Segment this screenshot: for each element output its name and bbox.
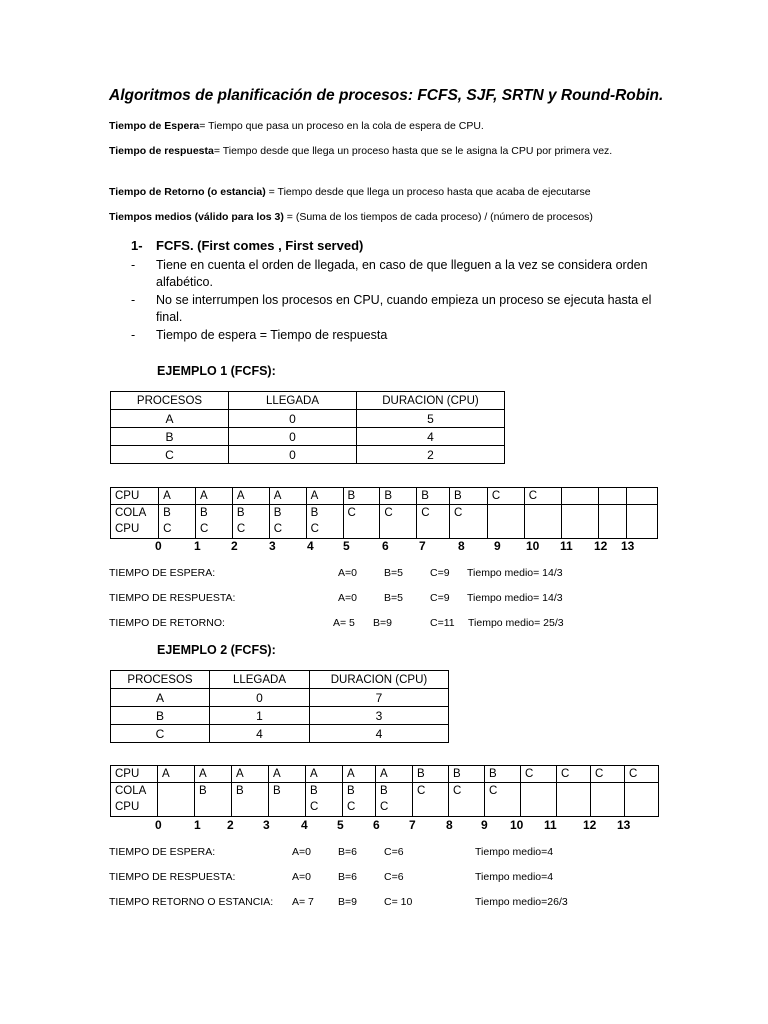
gantt-queue-cell — [413, 783, 449, 817]
gantt-cpu-cell: B — [449, 766, 485, 783]
stat-value-a: A=0 — [338, 592, 357, 604]
bullet-text: No se interrumpen los procesos en CPU, cuando empieza un proceso se ejecuta hasta el final. — [156, 293, 652, 324]
gantt-cpu-cell: A — [306, 488, 343, 505]
stat-mean: Tiempo medio=4 — [475, 846, 554, 858]
column-header-llegada: LLEGADA — [229, 392, 357, 410]
definition-term: Tiempo de respuesta — [109, 145, 214, 157]
time-tick: 11 — [544, 818, 557, 832]
bullet-text: Tiempo de espera = Tiempo de respuesta — [156, 328, 388, 342]
queue-process: B — [236, 507, 245, 519]
gantt-cpu-cell: C — [557, 766, 591, 783]
gantt-row-label-cpu: CPU — [111, 766, 158, 783]
definition-text: (Suma de los tiempos de cada proceso) / (número de procesos) — [292, 211, 593, 223]
column-header-procesos: PROCESOS — [111, 671, 210, 689]
queue-process: B — [380, 785, 388, 797]
stat-value-a: A= 5 — [333, 617, 355, 629]
queue-process: B — [163, 507, 171, 519]
gantt-row-label-queue — [111, 505, 159, 539]
time-tick: 2 — [227, 818, 234, 832]
section-number: 1- — [131, 238, 143, 253]
bullet-item — [131, 257, 676, 291]
gantt-row-label-queue — [111, 783, 158, 817]
gantt-cpu-cell: C — [625, 766, 659, 783]
table-cell: 0 — [229, 446, 357, 464]
time-tick: 0 — [155, 818, 162, 832]
gantt-queue-cell — [343, 505, 380, 539]
gantt-cpu-cell: B — [413, 766, 449, 783]
table-row — [111, 689, 449, 707]
gantt-queue-cell — [306, 505, 343, 539]
gantt-label-line: COLA — [115, 785, 147, 797]
time-tick: 3 — [269, 539, 276, 553]
gantt-cpu-cell: A — [376, 766, 413, 783]
section-heading — [131, 238, 363, 253]
time-tick: 9 — [481, 818, 488, 832]
example-1-process-table — [110, 391, 505, 464]
stat-value-a: A=0 — [292, 846, 311, 858]
gantt-queue-cell — [343, 783, 376, 817]
stat-mean: Tiempo medio=4 — [475, 871, 554, 883]
gantt-cpu-cell: A — [306, 766, 343, 783]
bullet-text: Tiene en cuenta el orden de llegada, en caso de que lleguen a la vez se considera orden alfabético. — [156, 258, 648, 289]
time-tick: 7 — [419, 539, 426, 553]
gantt-cpu-cell: A — [196, 488, 233, 505]
gantt-cpu-cell: B — [450, 488, 488, 505]
table-cell: A — [111, 689, 210, 707]
bullet-item — [131, 292, 676, 326]
definition-waiting-time — [109, 120, 484, 132]
table-cell: 4 — [357, 428, 505, 446]
gantt-queue-cell — [269, 783, 306, 817]
gantt-label-line: CPU — [115, 523, 140, 535]
time-tick: 6 — [373, 818, 380, 832]
gantt-cpu-cell: B — [380, 488, 417, 505]
table-cell: B — [111, 428, 229, 446]
table-cell: 7 — [310, 689, 449, 707]
gantt-queue-cell — [306, 783, 343, 817]
queue-process: C — [453, 785, 462, 797]
queue-process: C — [236, 523, 246, 535]
time-tick: 4 — [307, 539, 314, 553]
table-cell: 3 — [310, 707, 449, 725]
time-tick: 7 — [409, 818, 416, 832]
queue-process: B — [273, 785, 281, 797]
gantt-cpu-cell: C — [487, 488, 524, 505]
time-tick: 12 — [594, 539, 608, 553]
stat-value-c: C=6 — [384, 846, 404, 858]
queue-process: C — [200, 523, 209, 535]
gantt-cpu-cell — [627, 488, 658, 505]
bullet-item — [131, 327, 676, 344]
stat-value-a: A=0 — [292, 871, 311, 883]
stat-value-c: C= 10 — [384, 896, 413, 908]
example-2-time-axis — [0, 818, 768, 832]
gantt-queue-cell — [159, 505, 196, 539]
example-1-gantt-chart — [110, 487, 658, 539]
definition-response-time — [109, 143, 654, 159]
stat-mean: Tiempo medio=26/3 — [475, 896, 568, 908]
gantt-label-line: COLA — [115, 507, 147, 519]
stat-label: TIEMPO DE RESPUESTA: — [109, 592, 236, 604]
gantt-queue-cell — [232, 783, 269, 817]
gantt-queue-cell — [557, 783, 591, 817]
stat-label: TIEMPO RETORNO O ESTANCIA: — [109, 896, 274, 908]
time-tick: 8 — [458, 539, 465, 553]
queue-process: C — [347, 801, 356, 813]
table-cell: A — [111, 410, 229, 428]
queue-process: B — [236, 785, 244, 797]
queue-process: B — [347, 785, 355, 797]
queue-process: C — [380, 801, 389, 813]
definition-separator: = — [213, 145, 220, 157]
bullet-dash: - — [131, 258, 136, 272]
gantt-queue-cell — [524, 505, 561, 539]
gantt-queue-cell — [195, 783, 232, 817]
queue-process: C — [310, 523, 319, 535]
time-tick: 11 — [560, 539, 573, 553]
queue-process: C — [454, 507, 463, 519]
column-header-llegada: LLEGADA — [210, 671, 310, 689]
stat-label: TIEMPO DE RESPUESTA: — [109, 871, 236, 883]
stat-value-b: B=9 — [338, 896, 357, 908]
column-header-duracion: DURACION (CPU) — [310, 671, 449, 689]
definition-separator: = — [265, 186, 275, 198]
gantt-cpu-cell: A — [269, 766, 306, 783]
definition-text: Tiempo desde que llega un proceso hasta que se le asigna la CPU por primera vez. — [219, 145, 613, 157]
time-tick: 4 — [301, 818, 308, 832]
gantt-queue-cell — [487, 505, 524, 539]
time-tick: 5 — [337, 818, 344, 832]
stat-label: TIEMPO DE RETORNO: — [109, 617, 225, 629]
table-cell: 4 — [210, 725, 310, 743]
stat-value-a: A=0 — [338, 567, 357, 579]
time-tick: 9 — [494, 539, 501, 553]
example-1-time-axis — [0, 539, 768, 553]
table-cell: 0 — [229, 410, 357, 428]
stat-label: TIEMPO DE ESPERA: — [109, 846, 216, 858]
stat-value-c: C=9 — [430, 592, 450, 604]
gantt-label-line: CPU — [115, 801, 140, 813]
stat-mean: Tiempo medio= 14/3 — [467, 592, 563, 604]
stat-value-b: B=6 — [338, 846, 357, 858]
gantt-queue-cell — [598, 505, 627, 539]
time-tick: 12 — [583, 818, 597, 832]
definition-separator: = — [283, 211, 293, 223]
gantt-cpu-cell: C — [521, 766, 557, 783]
table-row — [111, 410, 505, 428]
gantt-cpu-cell: A — [343, 766, 376, 783]
gantt-cpu-cell: C — [591, 766, 625, 783]
gantt-queue-cell — [196, 505, 233, 539]
stat-value-a: A= 7 — [292, 896, 314, 908]
table-cell: 5 — [357, 410, 505, 428]
time-tick: 1 — [194, 539, 201, 553]
table-row — [111, 707, 449, 725]
gantt-cpu-cell: B — [417, 488, 450, 505]
gantt-cpu-cell: C — [524, 488, 561, 505]
queue-process: B — [310, 785, 318, 797]
definition-term: Tiempo de Espera — [109, 120, 200, 132]
gantt-cpu-cell — [598, 488, 627, 505]
gantt-cpu-cell: A — [158, 766, 195, 783]
time-tick: 0 — [155, 539, 162, 553]
time-tick: 13 — [621, 539, 635, 553]
stat-value-b: B=5 — [384, 592, 403, 604]
gantt-queue-cell — [450, 505, 488, 539]
time-tick: 3 — [263, 818, 270, 832]
gantt-queue-cell — [380, 505, 417, 539]
example-2-heading: EJEMPLO 2 (FCFS): — [157, 643, 276, 657]
example-1-heading: EJEMPLO 1 (FCFS): — [157, 364, 276, 378]
example-2-gantt-chart — [110, 765, 659, 817]
table-cell: C — [111, 446, 229, 464]
example-2-process-table — [110, 670, 449, 743]
time-tick: 8 — [446, 818, 453, 832]
gantt-queue-cell — [627, 505, 658, 539]
table-cell: 1 — [210, 707, 310, 725]
queue-process: B — [310, 507, 319, 519]
definition-text: Tiempo desde que llega un proceso hasta que acaba de ejecutarse — [274, 186, 591, 198]
table-cell: 0 — [229, 428, 357, 446]
gantt-queue-cell — [269, 505, 306, 539]
time-tick: 13 — [617, 818, 631, 832]
stat-mean: Tiempo medio= 14/3 — [467, 567, 563, 579]
bullet-dash: - — [131, 328, 136, 342]
queue-process: C — [273, 523, 283, 535]
gantt-queue-cell — [485, 783, 521, 817]
queue-process: B — [199, 785, 207, 797]
section-title: FCFS. (First comes , First served) — [156, 238, 364, 253]
definition-term: Tiempo de Retorno (o estancia) — [109, 186, 266, 198]
gantt-row-label-cpu: CPU — [111, 488, 159, 505]
definition-separator: = — [199, 120, 206, 132]
gantt-cpu-cell: A — [159, 488, 196, 505]
queue-process: C — [489, 785, 498, 797]
definition-turnaround-time — [109, 186, 591, 198]
bullet-dash: - — [131, 293, 136, 307]
gantt-queue-cell — [521, 783, 557, 817]
time-tick: 10 — [510, 818, 524, 832]
gantt-queue-cell — [376, 783, 413, 817]
gantt-cpu-cell: B — [343, 488, 380, 505]
gantt-queue-cell — [561, 505, 598, 539]
definition-mean-times — [109, 211, 593, 223]
gantt-queue-cell — [232, 505, 269, 539]
definition-term: Tiempos medios (válido para los 3) — [109, 211, 284, 223]
table-cell: B — [111, 707, 210, 725]
table-row — [111, 428, 505, 446]
gantt-cpu-cell: A — [269, 488, 306, 505]
queue-process: C — [421, 507, 430, 519]
stat-value-b: B=5 — [384, 567, 403, 579]
table-row — [111, 446, 505, 464]
time-tick: 6 — [382, 539, 389, 553]
definition-text: Tiempo que pasa un proceso en la cola de espera de CPU. — [205, 120, 484, 132]
gantt-cpu-cell: B — [485, 766, 521, 783]
gantt-queue-cell — [158, 783, 195, 817]
queue-process: C — [163, 523, 172, 535]
stat-value-c: C=6 — [384, 871, 404, 883]
stat-value-b: B=6 — [338, 871, 357, 883]
queue-process: C — [310, 801, 319, 813]
gantt-queue-cell — [417, 505, 450, 539]
gantt-cpu-cell: A — [232, 488, 269, 505]
queue-process: C — [347, 507, 356, 519]
page-title: Algoritmos de planificación de procesos: FCFS, SJF, SRTN y Round-Robin. — [109, 87, 664, 104]
queue-process: C — [384, 507, 393, 519]
gantt-cpu-cell: A — [232, 766, 269, 783]
gantt-queue-cell — [449, 783, 485, 817]
time-tick: 5 — [343, 539, 350, 553]
stat-value-c: C=11 — [430, 617, 455, 629]
queue-process: B — [200, 507, 208, 519]
table-cell: 4 — [310, 725, 449, 743]
column-header-duracion: DURACION (CPU) — [357, 392, 505, 410]
queue-process: C — [417, 785, 426, 797]
queue-process: B — [273, 507, 282, 519]
time-tick: 10 — [526, 539, 540, 553]
gantt-queue-cell — [591, 783, 625, 817]
stat-value-c: C=9 — [430, 567, 450, 579]
table-cell: 2 — [357, 446, 505, 464]
table-cell: C — [111, 725, 210, 743]
gantt-queue-cell — [625, 783, 659, 817]
stat-label: TIEMPO DE ESPERA: — [109, 567, 216, 579]
time-tick: 2 — [231, 539, 238, 553]
stat-mean: Tiempo medio= 25/3 — [468, 617, 564, 629]
stat-value-b: B=9 — [373, 617, 392, 629]
time-tick: 1 — [194, 818, 201, 832]
table-cell: 0 — [210, 689, 310, 707]
gantt-cpu-cell — [561, 488, 598, 505]
column-header-procesos: PROCESOS — [111, 392, 229, 410]
gantt-cpu-cell: A — [195, 766, 232, 783]
table-row — [111, 725, 449, 743]
